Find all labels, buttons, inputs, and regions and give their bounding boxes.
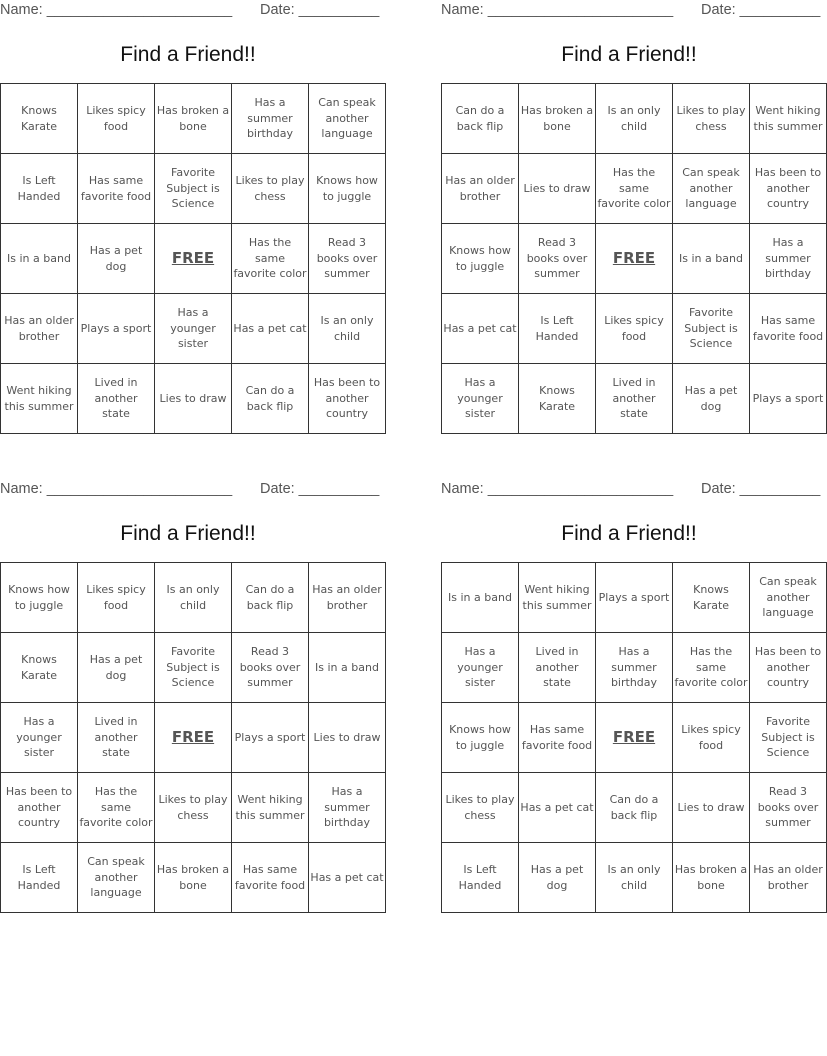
grid-cell: Is an only child	[309, 294, 386, 364]
grid-cell: Has been to another country	[1, 773, 78, 843]
grid-cell: Is Left Handed	[519, 294, 596, 364]
grid-cell: Plays a sport	[596, 563, 673, 633]
grid-cell: Has a younger sister	[442, 633, 519, 703]
grid-cell: Lies to draw	[155, 364, 232, 434]
grid-cell: Has same favorite food	[519, 703, 596, 773]
grid-row	[442, 364, 827, 434]
grid-cell: Is in a band	[442, 563, 519, 633]
grid-cell: Can speak another language	[750, 563, 827, 633]
free-space: FREE	[155, 703, 232, 773]
grid-cell: Went hiking this summer	[232, 773, 309, 843]
grid-row	[1, 154, 386, 224]
grid-cell: Has an older brother	[750, 843, 827, 913]
grid-cell: Went hiking this summer	[519, 563, 596, 633]
grid-cell: Has same favorite food	[750, 294, 827, 364]
grid-cell: Has an older brother	[442, 154, 519, 224]
name-field: Name: _______________________	[0, 2, 233, 18]
free-space: FREE	[596, 703, 673, 773]
grid-cell: Has a younger sister	[155, 294, 232, 364]
grid-cell: Is in a band	[673, 224, 750, 294]
grid-cell: Has broken a bone	[519, 84, 596, 154]
grid-cell: Has a summer birthday	[232, 84, 309, 154]
grid-cell: Has the same favorite color	[673, 633, 750, 703]
grid-cell: Likes spicy food	[673, 703, 750, 773]
grid-cell: Has broken a bone	[155, 84, 232, 154]
grid-cell: Read 3 books over summer	[750, 773, 827, 843]
grid-row	[1, 633, 386, 703]
grid-cell: Has broken a bone	[155, 843, 232, 913]
card-header	[0, 0, 380, 22]
free-space: FREE	[596, 224, 673, 294]
grid-cell: Lies to draw	[673, 773, 750, 843]
bingo-card-3	[0, 479, 384, 900]
grid-cell: Has a younger sister	[442, 364, 519, 434]
grid-row	[442, 703, 827, 773]
date-field: Date: __________	[701, 2, 821, 18]
grid-cell: Is in a band	[309, 633, 386, 703]
grid-cell: Likes spicy food	[596, 294, 673, 364]
grid-cell: Has been to another country	[750, 633, 827, 703]
grid-cell: Has a summer birthday	[596, 633, 673, 703]
grid-cell: Knows how to juggle	[1, 563, 78, 633]
grid-cell: Has a pet dog	[78, 633, 155, 703]
grid-cell: Can do a back flip	[232, 364, 309, 434]
grid-cell: Is an only child	[596, 84, 673, 154]
grid-cell: Likes spicy food	[78, 563, 155, 633]
grid-cell: Knows Karate	[1, 633, 78, 703]
bingo-grid	[0, 83, 386, 434]
grid-cell: Is Left Handed	[1, 843, 78, 913]
date-field: Date: __________	[701, 481, 821, 497]
grid-cell: Favorite Subject is Science	[155, 154, 232, 224]
grid-row	[1, 843, 386, 913]
free-space: FREE	[155, 224, 232, 294]
card-header	[0, 479, 380, 501]
grid-cell: Likes to play chess	[442, 773, 519, 843]
grid-cell: Can speak another language	[309, 84, 386, 154]
grid-cell: Knows how to juggle	[309, 154, 386, 224]
grid-cell: Has a pet dog	[673, 364, 750, 434]
date-field: Date: __________	[260, 481, 380, 497]
grid-cell: Likes to play chess	[155, 773, 232, 843]
grid-row	[1, 364, 386, 434]
grid-cell: Has a younger sister	[1, 703, 78, 773]
grid-cell: Has a pet cat	[442, 294, 519, 364]
grid-cell: Has a pet cat	[519, 773, 596, 843]
grid-cell: Has a pet dog	[519, 843, 596, 913]
grid-cell: Read 3 books over summer	[519, 224, 596, 294]
grid-row	[1, 294, 386, 364]
grid-cell: Lies to draw	[309, 703, 386, 773]
grid-cell: Has a pet cat	[309, 843, 386, 913]
grid-cell: Went hiking this summer	[750, 84, 827, 154]
grid-cell: Is Left Handed	[442, 843, 519, 913]
grid-cell: Has been to another country	[750, 154, 827, 224]
grid-row	[1, 563, 386, 633]
card-header	[441, 0, 821, 22]
grid-cell: Read 3 books over summer	[309, 224, 386, 294]
grid-row	[442, 84, 827, 154]
grid-cell: Read 3 books over summer	[232, 633, 309, 703]
grid-cell: Knows Karate	[1, 84, 78, 154]
grid-cell: Has an older brother	[309, 563, 386, 633]
card-title: Find a Friend!!	[561, 43, 697, 66]
grid-cell: Lived in another state	[519, 633, 596, 703]
grid-cell: Likes to play chess	[673, 84, 750, 154]
grid-cell: Has broken a bone	[673, 843, 750, 913]
grid-cell: Is an only child	[155, 563, 232, 633]
card-title: Find a Friend!!	[120, 43, 256, 66]
grid-cell: Likes spicy food	[78, 84, 155, 154]
grid-cell: Plays a sport	[78, 294, 155, 364]
bingo-card-4	[441, 479, 823, 892]
grid-cell: Plays a sport	[232, 703, 309, 773]
grid-cell: Can do a back flip	[442, 84, 519, 154]
grid-row	[1, 84, 386, 154]
grid-row	[442, 633, 827, 703]
grid-cell: Favorite Subject is Science	[750, 703, 827, 773]
grid-cell: Favorite Subject is Science	[155, 633, 232, 703]
grid-cell: Has a summer birthday	[750, 224, 827, 294]
bingo-grid	[441, 562, 827, 913]
card-title: Find a Friend!!	[120, 522, 256, 545]
grid-cell: Lived in another state	[596, 364, 673, 434]
grid-cell: Is an only child	[596, 843, 673, 913]
grid-cell: Lies to draw	[519, 154, 596, 224]
grid-row	[442, 294, 827, 364]
grid-cell: Knows how to juggle	[442, 703, 519, 773]
grid-cell: Knows Karate	[673, 563, 750, 633]
card-header	[441, 479, 821, 501]
grid-cell: Lived in another state	[78, 703, 155, 773]
grid-cell: Has a pet cat	[232, 294, 309, 364]
grid-row	[442, 154, 827, 224]
bingo-grid	[441, 83, 827, 434]
bingo-card-1	[0, 0, 381, 421]
grid-row	[1, 703, 386, 773]
grid-cell: Lived in another state	[78, 364, 155, 434]
grid-cell: Knows how to juggle	[442, 224, 519, 294]
name-field: Name: _______________________	[441, 481, 674, 497]
grid-cell: Can speak another language	[673, 154, 750, 224]
grid-cell: Is in a band	[1, 224, 78, 294]
grid-cell: Knows Karate	[519, 364, 596, 434]
grid-cell: Has a pet dog	[78, 224, 155, 294]
grid-cell: Has a summer birthday	[309, 773, 386, 843]
grid-row	[442, 773, 827, 843]
grid-row	[442, 843, 827, 913]
bingo-card-2	[441, 0, 824, 421]
grid-cell: Has same favorite food	[232, 843, 309, 913]
grid-cell: Went hiking this summer	[1, 364, 78, 434]
grid-cell: Plays a sport	[750, 364, 827, 434]
grid-row	[1, 224, 386, 294]
card-title: Find a Friend!!	[561, 522, 697, 545]
grid-cell: Favorite Subject is Science	[673, 294, 750, 364]
grid-row	[442, 563, 827, 633]
grid-cell: Is Left Handed	[1, 154, 78, 224]
name-field: Name: _______________________	[441, 2, 674, 18]
grid-row	[442, 224, 827, 294]
grid-cell: Has been to another country	[309, 364, 386, 434]
grid-cell: Can speak another language	[78, 843, 155, 913]
bingo-grid	[0, 562, 386, 913]
grid-cell: Likes to play chess	[232, 154, 309, 224]
grid-row	[1, 773, 386, 843]
date-field: Date: __________	[260, 2, 380, 18]
grid-cell: Has same favorite food	[78, 154, 155, 224]
grid-cell: Has the same favorite color	[232, 224, 309, 294]
grid-cell: Has the same favorite color	[78, 773, 155, 843]
grid-cell: Has an older brother	[1, 294, 78, 364]
grid-cell: Has the same favorite color	[596, 154, 673, 224]
grid-cell: Can do a back flip	[232, 563, 309, 633]
name-field: Name: _______________________	[0, 481, 233, 497]
grid-cell: Can do a back flip	[596, 773, 673, 843]
